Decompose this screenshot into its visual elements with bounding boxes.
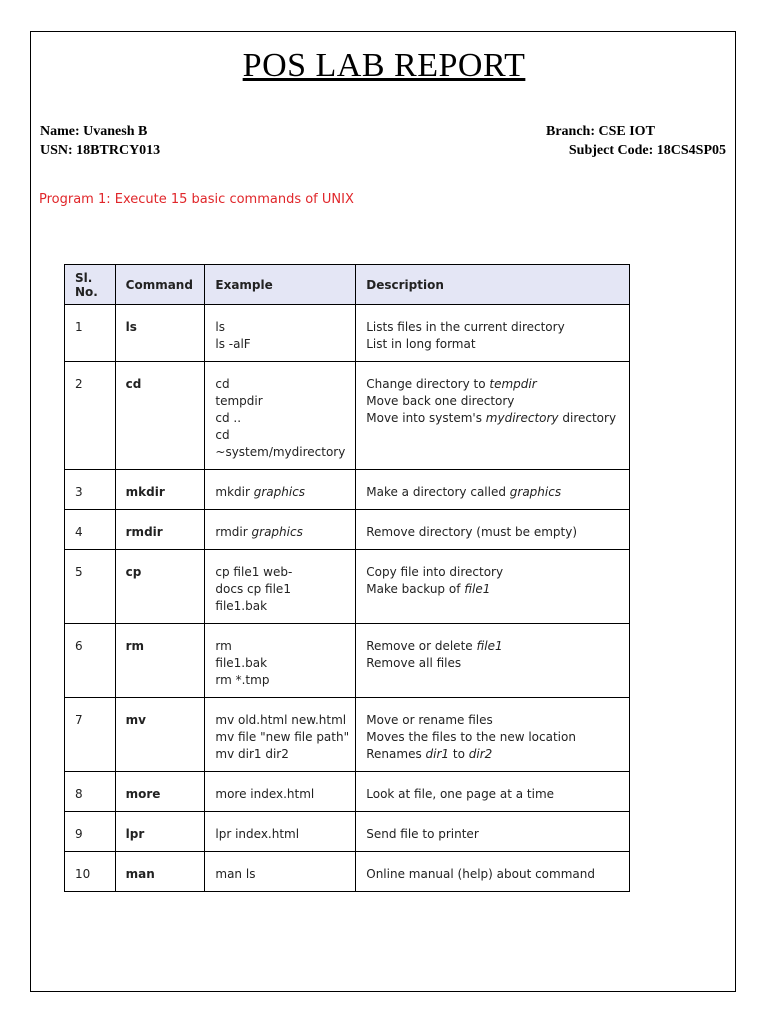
table-row — [65, 698, 630, 772]
table-header-row — [65, 265, 630, 305]
cell-sl-no: 5 — [65, 550, 116, 624]
table-row — [65, 852, 630, 892]
header-command: Command — [115, 265, 205, 305]
cell-description: Send file to printer — [356, 812, 630, 852]
cell-example: ls ls -alF — [205, 305, 356, 362]
cell-command: ls — [115, 305, 205, 362]
commands-table — [64, 264, 630, 892]
cell-command: mv — [115, 698, 205, 772]
student-usn: USN: 18BTRCY013 — [40, 143, 161, 158]
cell-command: more — [115, 772, 205, 812]
cell-description: Online manual (help) about command — [356, 852, 630, 892]
subject-code: Subject Code: 18CS4SP05 — [568, 143, 726, 158]
page-title: POS LAB REPORT — [242, 47, 526, 84]
cell-description: Look at file, one page at a time — [356, 772, 630, 812]
cell-command: rmdir — [115, 510, 205, 550]
table-row — [65, 772, 630, 812]
cell-sl-no: 6 — [65, 624, 116, 698]
cell-sl-no: 1 — [65, 305, 116, 362]
cell-description: Make a directory called graphics — [356, 470, 630, 510]
cell-command: rm — [115, 624, 205, 698]
table-row — [65, 305, 630, 362]
table-row — [65, 624, 630, 698]
cell-example: rm file1.bak rm *.tmp — [205, 624, 356, 698]
header-example: Example — [205, 265, 356, 305]
cell-command: mkdir — [115, 470, 205, 510]
cell-example: mv old.html new.html mv file "new file path" mv dir1 dir2 — [205, 698, 356, 772]
header-sl-no: Sl. No. — [65, 265, 116, 305]
table-row — [65, 470, 630, 510]
cell-example: rmdir graphics — [205, 510, 356, 550]
cell-example: cp file1 web- docs cp file1 file1.bak — [205, 550, 356, 624]
student-branch: Branch: CSE IOT — [546, 124, 655, 139]
cell-description: Move or rename files Moves the files to the new location Renames dir1 to dir2 — [356, 698, 630, 772]
cell-sl-no: 7 — [65, 698, 116, 772]
cell-command: cd — [115, 362, 205, 470]
program-heading: Program 1: Execute 15 basic commands of UNIX — [39, 192, 354, 207]
cell-example: lpr index.html — [205, 812, 356, 852]
cell-example: cd tempdir cd .. cd ~system/mydirectory — [205, 362, 356, 470]
header-description: Description — [356, 265, 630, 305]
cell-command: lpr — [115, 812, 205, 852]
table-row — [65, 812, 630, 852]
cell-sl-no: 9 — [65, 812, 116, 852]
cell-sl-no: 8 — [65, 772, 116, 812]
cell-example: mkdir graphics — [205, 470, 356, 510]
cell-sl-no: 2 — [65, 362, 116, 470]
student-name: Name: Uvanesh B — [40, 124, 148, 139]
table-row — [65, 550, 630, 624]
cell-description: Lists files in the current directory List in long format — [356, 305, 630, 362]
student-info-left — [40, 122, 160, 160]
cell-description: Change directory to tempdir Move back one directory Move into system's mydirectory directory — [356, 362, 630, 470]
cell-sl-no: 4 — [65, 510, 116, 550]
cell-command: cp — [115, 550, 205, 624]
student-info-right — [546, 122, 726, 160]
cell-sl-no: 10 — [65, 852, 116, 892]
cell-example: man ls — [205, 852, 356, 892]
cell-description: Copy file into directory Make backup of file1 — [356, 550, 630, 624]
cell-example: more index.html — [205, 772, 356, 812]
cell-description: Remove or delete file1 Remove all files — [356, 624, 630, 698]
table-row — [65, 510, 630, 550]
cell-sl-no: 3 — [65, 470, 116, 510]
table-row — [65, 362, 630, 470]
cell-command: man — [115, 852, 205, 892]
cell-description: Remove directory (must be empty) — [356, 510, 630, 550]
